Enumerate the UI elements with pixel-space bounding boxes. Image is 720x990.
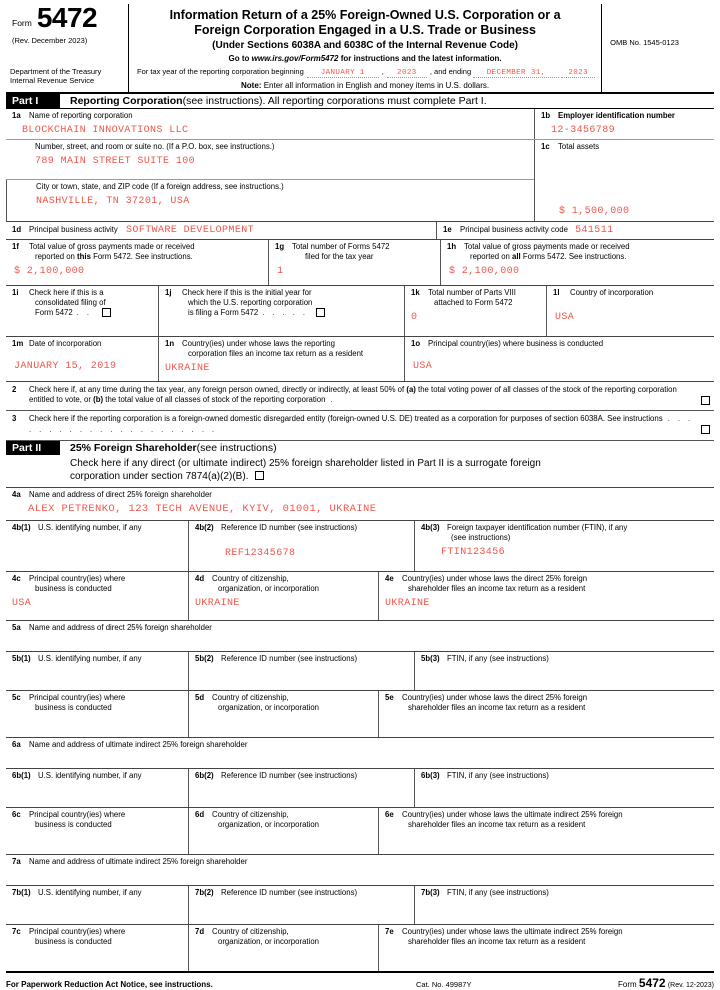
field-6a-number: 6a	[12, 739, 21, 749]
field-7d-line-1: Country of citizenship,	[212, 926, 289, 936]
field-7c-number: 7c	[12, 926, 21, 936]
field-5c-line-2: business is conducted	[35, 702, 112, 712]
field-5a	[6, 621, 714, 651]
field-4d-line-1: Country of citizenship,	[212, 573, 289, 583]
field-5d	[188, 691, 378, 737]
part-2-title-rest: (see instructions)	[196, 441, 277, 454]
row-1i-1j-1k-1l	[6, 286, 714, 337]
field-street-address	[6, 140, 534, 180]
field-5d-line-2: organization, or incorporation	[218, 702, 319, 712]
field-city-value[interactable]: NASHVILLE, TN 37201, USA	[36, 195, 190, 207]
field-1l-number: 1l	[553, 287, 560, 297]
field-7e-number: 7e	[385, 926, 394, 936]
field-7a-label: Name and address of ultimate indirect 25% foreign shareholder	[29, 856, 248, 866]
field-5b3	[414, 652, 714, 690]
field-6b1-number: 6b(1)	[12, 770, 31, 780]
field-1f-label-a: Total value of gross payments made or received	[29, 241, 195, 251]
field-4d	[188, 572, 378, 620]
field-4c-number: 4c	[12, 573, 21, 583]
field-5c	[6, 691, 188, 737]
field-6b2-label: Reference ID number (see instructions)	[221, 770, 358, 780]
field-1e	[436, 222, 714, 239]
row-address-block	[6, 140, 714, 222]
field-1j-line-2: which the U.S. reporting corporation	[188, 297, 313, 307]
part-2-title-bold: 25% Foreign Shareholder	[70, 441, 197, 454]
field-1h-value[interactable]: $ 2,100,000	[449, 265, 520, 277]
line-2-number: 2	[12, 384, 17, 394]
tax-year-end-month-input[interactable]: DECEMBER 31,	[473, 69, 559, 78]
field-5a-label: Name and address of direct 25% foreign shareholder	[29, 622, 212, 632]
part-1-title-rest: (see instructions). All reporting corporations must complete Part I.	[182, 94, 487, 107]
note-line	[135, 81, 595, 90]
field-4b2-value[interactable]: REF12345678	[225, 547, 296, 559]
field-6b3-number: 6b(3)	[421, 770, 440, 780]
field-1m-value[interactable]: JANUARY 15, 2019	[14, 360, 117, 372]
field-1b-number: 1b	[541, 110, 551, 120]
field-1g	[268, 240, 440, 285]
field-7b3-number: 7b(3)	[421, 887, 440, 897]
field-1a-number: 1a	[12, 110, 21, 120]
row-5b	[6, 652, 714, 691]
field-1n-line-1: Country(ies) under whose laws the reporting	[182, 338, 335, 348]
irs-url-link[interactable]: www.irs.gov/Form5472	[251, 53, 339, 63]
field-1g-number: 1g	[275, 241, 285, 251]
department-line-1: Department of the Treasury	[10, 67, 102, 76]
field-street-label: Number, street, and room or suite no. (If a P.O. box, see instructions.)	[35, 141, 275, 151]
field-4d-value[interactable]: UKRAINE	[195, 597, 240, 609]
field-6d-line-2: organization, or incorporation	[218, 819, 319, 829]
field-5c-number: 5c	[12, 692, 21, 702]
field-5b2-number: 5b(2)	[195, 653, 214, 663]
field-1a	[6, 109, 534, 139]
field-4b1-label: U.S. identifying number, if any	[38, 522, 142, 532]
footer-form-number: 5472	[638, 975, 666, 990]
field-5e-number: 5e	[385, 692, 394, 702]
note-text: Enter all information in English and money items in U.S. dollars.	[261, 80, 490, 90]
field-4e-line-2: shareholder files an income tax return as a resident	[408, 583, 586, 593]
field-1h	[440, 240, 714, 285]
form-identity-block	[6, 4, 128, 92]
address-lines-group	[6, 140, 534, 222]
form-footer	[6, 971, 714, 990]
form-title-line-2: Foreign Corporation Engaged in a U.S. Trade or Business	[194, 22, 536, 37]
row-7b	[6, 886, 714, 925]
field-4c-line-2: business is conducted	[35, 583, 112, 593]
field-1e-label: Principal business activity code	[460, 224, 568, 234]
line-3-text	[29, 414, 696, 437]
field-6e-line-1: Country(ies) under whose laws the ultimate indirect 25% foreign	[402, 809, 623, 819]
field-6e-number: 6e	[385, 809, 394, 819]
field-6b1	[6, 769, 188, 807]
field-1i-line-3-row	[12, 308, 154, 318]
field-5a-number: 5a	[12, 622, 21, 632]
field-1m-number: 1m	[12, 338, 24, 348]
department-block	[6, 67, 124, 86]
field-1c-label: Total assets	[558, 141, 600, 151]
field-5e	[378, 691, 714, 737]
field-1f-label-b-pre: reported on	[35, 251, 78, 261]
field-1n-number: 1n	[165, 338, 175, 348]
form-title-line-1: Information Return of a 25% Foreign-Owned U.S. Corporation or a	[169, 8, 561, 22]
goto-suffix: for instructions and the latest information.	[338, 53, 502, 63]
field-4c	[6, 572, 188, 620]
form-subtitle: (Under Sections 6038A and 6038C of the Internal Revenue Code)	[212, 39, 518, 51]
field-7d	[188, 925, 378, 971]
field-1o-number: 1o	[411, 338, 421, 348]
field-4c-value[interactable]: USA	[12, 597, 32, 609]
field-1j-line-1: Check here if this is the initial year for	[182, 287, 312, 297]
row-5a	[6, 621, 714, 652]
field-5e-line-1: Country(ies) under whose laws the direct 25% foreign	[402, 692, 588, 702]
field-7b3	[414, 886, 714, 924]
field-7e-line-1: Country(ies) under whose laws the ultimate indirect 25% foreign	[402, 926, 623, 936]
field-6d	[188, 808, 378, 854]
field-6e-line-2: shareholder files an income tax return as a resident	[408, 819, 586, 829]
row-4c-4d-4e	[6, 572, 714, 621]
field-6b3	[414, 769, 714, 807]
field-1j-leader-dots: . . . . .	[262, 308, 308, 318]
surrogate-checkbox[interactable]	[255, 471, 264, 480]
form-word-label: Form	[12, 18, 32, 28]
field-1h-label-a: Total value of gross payments made or received	[464, 241, 630, 251]
part-2-title	[60, 441, 277, 455]
department-line-2: Internal Revenue Service	[10, 76, 95, 86]
row-6a	[6, 738, 714, 769]
field-7b3-label: FTIN, if any (see instructions)	[447, 887, 549, 897]
field-1g-value[interactable]: 1	[277, 265, 284, 277]
field-1n-line-2: corporation files an income tax return as a resident	[188, 348, 364, 358]
field-6b3-label: FTIN, if any (see instructions)	[447, 770, 549, 780]
field-1h-number: 1h	[447, 241, 457, 251]
field-6b2	[188, 769, 414, 807]
tax-year-begin-year-input[interactable]: 2023	[387, 69, 427, 78]
field-1k-number: 1k	[411, 287, 420, 297]
field-1k	[404, 286, 546, 336]
field-1i-checkbox[interactable]	[102, 308, 111, 317]
field-6a-label: Name and address of ultimate indirect 25% foreign shareholder	[29, 739, 248, 749]
form-revision-date: (Rev. December 2023)	[12, 36, 88, 45]
field-5b3-number: 5b(3)	[421, 653, 440, 663]
field-5b2-label: Reference ID number (see instructions)	[221, 653, 358, 663]
field-6d-number: 6d	[195, 809, 205, 819]
field-6e	[378, 808, 714, 854]
field-4b3-number: 4b(3)	[421, 522, 440, 532]
field-1i-line-1: Check here if this is a	[29, 287, 104, 297]
form-number: 5472	[36, 2, 98, 33]
row-1d-1e	[6, 222, 714, 240]
field-1j	[158, 286, 404, 336]
field-7b1-label: U.S. identifying number, if any	[38, 887, 142, 897]
footer-form-word: Form	[617, 979, 637, 989]
field-1d-number: 1d	[12, 224, 22, 234]
line-3	[6, 411, 714, 441]
field-7a	[6, 855, 714, 885]
part-2-surrogate-statement	[6, 455, 714, 488]
field-7e-line-2: shareholder files an income tax return as a resident	[408, 936, 586, 946]
field-4e-line-1: Country(ies) under whose laws the direct 25% foreign	[402, 573, 588, 583]
field-4b2	[188, 521, 414, 571]
field-4e	[378, 572, 714, 620]
field-city-state-zip	[6, 180, 534, 222]
field-1n-value[interactable]: UKRAINE	[165, 362, 210, 374]
surrogate-line-2-row	[70, 470, 708, 484]
field-1h-label-b-pre: reported on	[470, 251, 513, 261]
field-1i-number: 1i	[12, 287, 19, 297]
field-5b3-label: FTIN, if any (see instructions)	[447, 653, 549, 663]
goto-prefix: Go to	[228, 53, 252, 63]
row-6c-6d-6e	[6, 808, 714, 855]
field-1d	[6, 222, 436, 239]
field-1a-label: Name of reporting corporation	[29, 110, 133, 120]
field-1c-value[interactable]: $ 1,500,000	[559, 205, 630, 217]
line-2-text	[29, 385, 696, 408]
field-4b2-number: 4b(2)	[195, 522, 214, 532]
field-6c-number: 6c	[12, 809, 21, 819]
field-1j-line-3: is filing a Form 5472	[188, 307, 259, 317]
field-1m-label: Date of incorporation	[29, 338, 102, 348]
line-2-checkbox[interactable]	[701, 396, 710, 405]
row-1a-1b	[6, 109, 714, 140]
tax-year-line	[135, 67, 595, 78]
surrogate-line-1: Check here if any direct (or ultimate indirect) 25% foreign shareholder listed in Part II is a surrogate foreign	[70, 457, 541, 469]
field-1l-label: Country of incorporation	[570, 287, 654, 297]
form-header	[6, 4, 714, 94]
omb-number: OMB No. 1545-0123	[610, 38, 679, 47]
field-1k-line-2: attached to Form 5472	[434, 297, 513, 307]
field-1f	[6, 240, 268, 285]
row-5c-5d-5e	[6, 691, 714, 738]
field-7b2-number: 7b(2)	[195, 887, 214, 897]
field-7d-line-2: organization, or incorporation	[218, 936, 319, 946]
field-4a-number: 4a	[12, 489, 21, 499]
field-1f-label-bold: this	[77, 251, 91, 261]
part-2-label: Part II	[6, 441, 60, 455]
field-1l-value[interactable]: USA	[555, 311, 575, 323]
line-2-leader-dots: .	[325, 395, 336, 405]
field-1j-line-3-row	[165, 308, 400, 318]
field-1j-number: 1j	[165, 287, 172, 297]
field-6c-line-1: Principal country(ies) where	[29, 809, 126, 819]
field-4b1	[6, 521, 188, 571]
field-1i	[6, 286, 158, 336]
field-1j-checkbox[interactable]	[316, 308, 325, 317]
line-2-bold-a: (a)	[406, 384, 416, 394]
field-1l	[546, 286, 714, 336]
tax-year-end-year-input[interactable]: 2023	[561, 69, 595, 78]
field-6b1-label: U.S. identifying number, if any	[38, 770, 142, 780]
field-1a-value[interactable]: BLOCKCHAIN INNOVATIONS LLC	[22, 124, 189, 136]
field-4a	[6, 488, 714, 520]
field-4b1-number: 4b(1)	[12, 522, 31, 532]
line-2-text-a: Check here if, at any time during the tax year, any foreign person owned, directly or indirectly, at least 50% of	[29, 384, 407, 394]
note-bold-label: Note:	[241, 80, 262, 90]
field-7b2	[188, 886, 414, 924]
line-3-checkbox-wrap	[696, 414, 710, 437]
field-7c-line-1: Principal country(ies) where	[29, 926, 126, 936]
field-1o-value[interactable]: USA	[413, 360, 433, 372]
row-1m-1n-1o	[6, 337, 714, 382]
field-4d-line-2: organization, or incorporation	[218, 583, 319, 593]
field-4c-line-1: Principal country(ies) where	[29, 573, 126, 583]
field-5b1-number: 5b(1)	[12, 653, 31, 663]
row-1f-1g-1h	[6, 240, 714, 286]
part-1-title-bold: Reporting Corporation	[70, 94, 183, 107]
field-5b1	[6, 652, 188, 690]
field-1i-line-3: Form 5472	[35, 307, 73, 317]
field-4e-number: 4e	[385, 573, 394, 583]
field-7d-number: 7d	[195, 926, 205, 936]
form-title-block	[128, 4, 602, 92]
field-1b-label: Employer identification number	[558, 110, 675, 120]
line-2-checkbox-wrap	[696, 385, 710, 408]
field-1h-label-bold: all	[512, 251, 521, 261]
field-5c-line-1: Principal country(ies) where	[29, 692, 126, 702]
field-1d-value[interactable]: SOFTWARE DEVELOPMENT	[126, 224, 255, 236]
field-4d-number: 4d	[195, 573, 205, 583]
field-5d-number: 5d	[195, 692, 205, 702]
part-1-bar	[6, 94, 714, 109]
line-2	[6, 382, 714, 412]
field-7c-line-2: business is conducted	[35, 936, 112, 946]
tax-year-prefix: For tax year of the reporting corporation beginning	[137, 66, 304, 76]
field-1n	[158, 337, 404, 381]
field-6c-line-2: business is conducted	[35, 819, 112, 829]
footer-revision: (Rev. 12-2023)	[667, 981, 714, 989]
row-4a	[6, 488, 714, 521]
line-3-text-body: Check here if the reporting corporation is a foreign-owned domestic disregarded entity (foreign-owned U.S. DE) treated as a corporation for purposes of section 6038A. See instructions	[29, 414, 663, 424]
catalog-number: Cat. No. 49987Y	[416, 979, 472, 989]
field-6a	[6, 738, 714, 768]
field-4a-value[interactable]: ALEX PETRENKO, 123 TECH AVENUE, KYIV, 01001, UKRAINE	[28, 502, 377, 515]
line-2-bold-b: (b)	[93, 395, 104, 405]
row-6b	[6, 769, 714, 808]
field-1f-label-b	[12, 252, 264, 262]
field-1e-value[interactable]: 541511	[575, 224, 614, 236]
part-1-label: Part I	[6, 94, 60, 108]
field-4b3-line-2: (see instructions)	[451, 532, 511, 542]
field-4b3-value[interactable]: FTIN123456	[441, 546, 506, 558]
line-3-number: 3	[12, 414, 17, 424]
field-1m	[6, 337, 158, 381]
row-7c-7d-7e	[6, 925, 714, 971]
field-7b1	[6, 886, 188, 924]
field-4b3-line-1: Foreign taxpayer identification number (FTIN), if any	[447, 522, 628, 532]
goto-url-line	[135, 54, 595, 63]
field-1b-value[interactable]: 12-3456789	[551, 124, 616, 136]
field-1d-label: Principal business activity	[29, 224, 118, 234]
field-5e-line-2: shareholder files an income tax return as a resident	[408, 702, 586, 712]
field-6c	[6, 808, 188, 854]
field-1e-number: 1e	[443, 224, 452, 234]
field-1i-line-2: consolidated filing of	[35, 297, 106, 307]
field-city-label: City or town, state, and ZIP code (If a foreign address, see instructions.)	[36, 181, 284, 191]
field-1c	[534, 140, 714, 222]
field-5b2	[188, 652, 414, 690]
field-5b1-label: U.S. identifying number, if any	[38, 653, 142, 663]
part-1-title	[60, 94, 487, 108]
field-5d-line-1: Country of citizenship,	[212, 692, 289, 702]
footer-form-id	[566, 976, 714, 990]
line-3-checkbox[interactable]	[701, 425, 710, 434]
line-2-text-b: the total voting power of all classes of the stock of the reporting corporation entitled to vote, or	[29, 384, 677, 405]
field-7b2-label: Reference ID number (see instructions)	[221, 887, 358, 897]
part-2-bar	[6, 441, 714, 455]
field-street-value[interactable]: 789 MAIN STREET SUITE 100	[35, 155, 196, 167]
field-1h-label-b	[447, 252, 710, 262]
field-7e	[378, 925, 714, 971]
field-1f-value[interactable]: $ 2,100,000	[14, 265, 85, 277]
field-1h-label-c: Forms 5472. See instructions.	[520, 251, 627, 261]
field-6b2-number: 6b(2)	[195, 770, 214, 780]
field-4e-value[interactable]: UKRAINE	[385, 597, 430, 609]
field-1o-label: Principal country(ies) where business is conducted	[428, 338, 604, 348]
field-1c-number: 1c	[541, 141, 550, 151]
field-4b3	[414, 521, 714, 571]
field-4b2-label: Reference ID number (see instructions)	[221, 522, 358, 532]
field-7c	[6, 925, 188, 971]
tax-year-mid: , and ending	[429, 66, 472, 76]
field-1k-line-1: Total number of Parts VIII	[428, 287, 516, 297]
line-2-text-c: the total value of all classes of stock of the reporting corporation	[103, 395, 326, 405]
field-1g-label-a: Total number of Forms 5472	[292, 241, 390, 251]
field-1i-leader-dots: . .	[76, 308, 92, 318]
field-7a-number: 7a	[12, 856, 21, 866]
tax-year-begin-month-input[interactable]: JANUARY 1	[307, 69, 379, 78]
row-7a	[6, 855, 714, 886]
comma-1: ,	[381, 66, 384, 76]
field-1b	[534, 109, 714, 139]
field-1g-label-b: filed for the tax year	[305, 251, 374, 261]
field-6d-line-1: Country of citizenship,	[212, 809, 289, 819]
field-1o	[404, 337, 714, 381]
field-1f-label-c: Form 5472. See instructions.	[90, 251, 193, 261]
paperwork-notice: For Paperwork Reduction Act Notice, see instructions.	[6, 979, 213, 989]
surrogate-line-2: corporation under section 7874(a)(2)(B).	[70, 471, 249, 483]
field-1k-value[interactable]: 0	[411, 311, 418, 323]
field-7b1-number: 7b(1)	[12, 887, 31, 897]
field-1f-number: 1f	[12, 241, 19, 251]
row-4b	[6, 521, 714, 572]
line-3-leader-dots: . . . . . . . . . . . . . . . . . . . . . .	[29, 414, 694, 434]
field-4a-label: Name and address of direct 25% foreign shareholder	[29, 489, 212, 499]
